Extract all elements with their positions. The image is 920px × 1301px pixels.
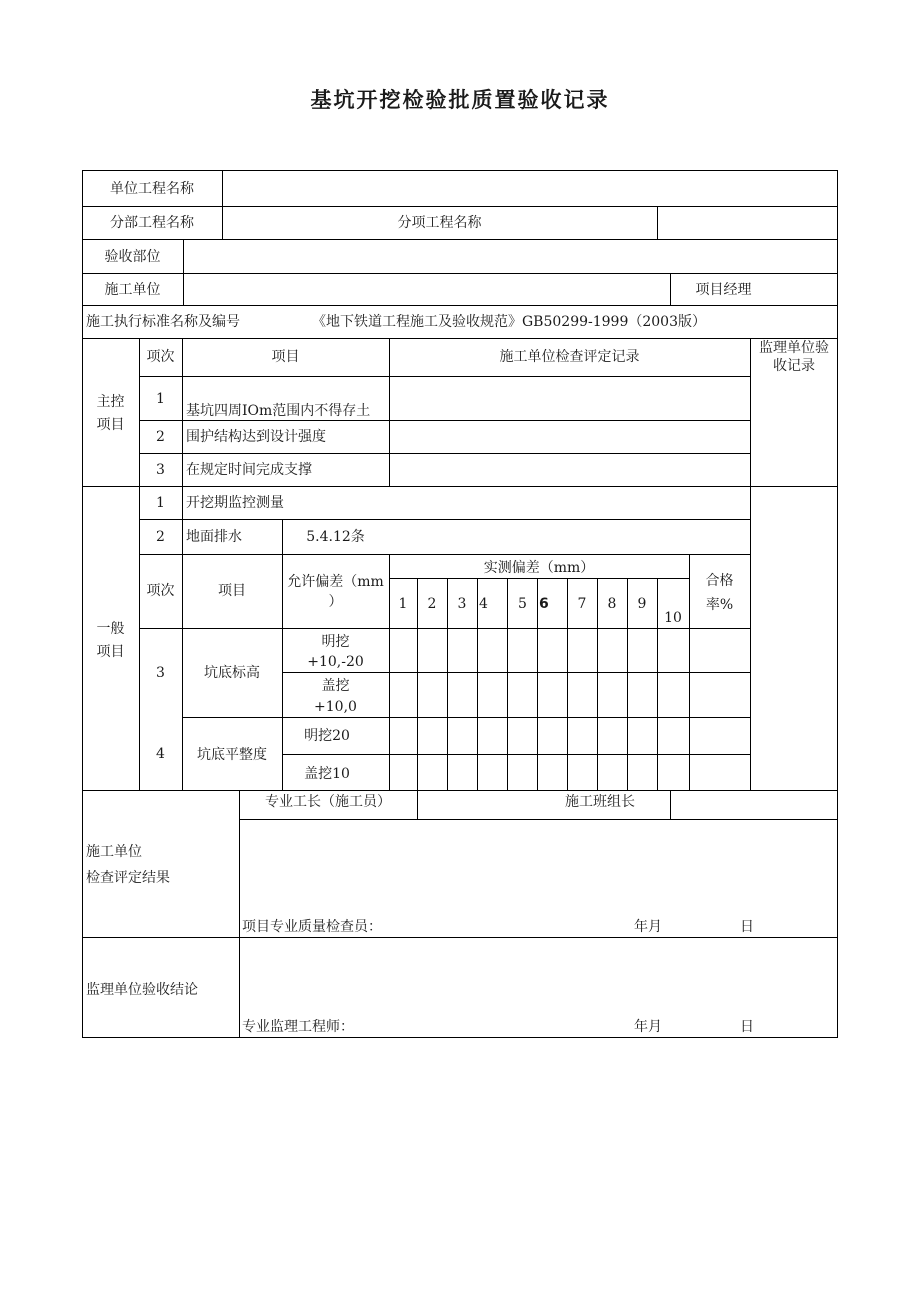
supervision-day: 日 bbox=[740, 1019, 754, 1035]
supervision-year-month: 年月 bbox=[634, 1019, 662, 1035]
foreman-label: 专业工长（施工员） bbox=[265, 794, 391, 810]
item-project-label: 分项工程名称 bbox=[397, 215, 482, 231]
main-item-text: 在规定时间完成支撑 bbox=[186, 462, 312, 478]
construction-result-label-line1: 施工单位 bbox=[86, 844, 142, 860]
standard-value: 《地下铁道工程施工及验收规范》GB50299-1999（2003版） bbox=[312, 314, 706, 330]
measured-row-value: +10,-20 bbox=[307, 654, 364, 670]
general-item-no: 1 bbox=[156, 495, 165, 511]
point-header: 4 bbox=[479, 596, 488, 612]
general-item-no: 2 bbox=[156, 529, 165, 545]
allowed-deviation-header-line1: 允许偏差（mm bbox=[287, 574, 384, 590]
main-control-label-line1: 主控 bbox=[96, 394, 125, 410]
standard-label: 施工执行标准名称及编号 bbox=[86, 314, 240, 330]
measured-item-no: 4 bbox=[156, 746, 165, 762]
measured-row-value: +10,0 bbox=[314, 699, 357, 715]
general-label-line2: 项目 bbox=[96, 644, 125, 660]
main-control-label-line2: 项目 bbox=[96, 417, 125, 433]
main-item-text: 基坑四周IOm范围内不得存土 bbox=[186, 403, 371, 419]
inspector-day: 日 bbox=[740, 919, 754, 935]
point-header: 5 bbox=[518, 596, 527, 612]
item-header: 项目 bbox=[271, 349, 300, 365]
point-header: 1 bbox=[398, 596, 408, 612]
team-leader-label: 施工班组长 bbox=[565, 794, 635, 810]
inspector-label: 项目专业质量检查员： bbox=[242, 919, 382, 935]
main-item-no: 2 bbox=[156, 429, 165, 445]
measured-row-label: 明挖 bbox=[321, 634, 350, 650]
unit-project-label: 单位工程名称 bbox=[110, 181, 194, 197]
supervising-engineer-label: 专业监理工程师： bbox=[242, 1019, 354, 1035]
point-header: 3 bbox=[457, 596, 467, 612]
point-header: 2 bbox=[427, 596, 437, 612]
main-item-text: 围护结构达到设计强度 bbox=[186, 429, 326, 445]
measured-row-label: 盖挖10 bbox=[304, 766, 350, 782]
sub-project-label: 分部工程名称 bbox=[110, 215, 194, 231]
measured-row-label: 明挖20 bbox=[304, 728, 350, 744]
pass-rate-header-line1: 合格 bbox=[705, 573, 734, 589]
acceptance-part-label: 验收部位 bbox=[104, 249, 161, 265]
inspector-year-month: 年月 bbox=[634, 919, 662, 935]
measured-item-name: 坑底标高 bbox=[204, 665, 260, 681]
measure-item-no-header: 项次 bbox=[146, 583, 175, 599]
construction-check-record-header: 施工单位检查评定记录 bbox=[499, 349, 640, 365]
point-header: 8 bbox=[607, 596, 617, 612]
construction-unit-label: 施工单位 bbox=[104, 282, 161, 298]
point-header: 6 bbox=[539, 596, 549, 612]
supervision-record-header-line2: 收记录 bbox=[773, 358, 815, 374]
measured-row-label: 盖挖 bbox=[321, 678, 350, 694]
general-item-text: 地面排水 bbox=[186, 529, 242, 545]
measured-deviation-header: 实测偏差（mm） bbox=[483, 560, 595, 576]
allowed-deviation-header-line2: ） bbox=[328, 594, 343, 610]
supervision-conclusion-label: 监理单位验收结论 bbox=[86, 982, 198, 998]
project-manager-label: 项目经理 bbox=[695, 282, 752, 298]
measure-item-header: 项目 bbox=[218, 583, 246, 599]
measured-item-name: 坑底平整度 bbox=[197, 747, 267, 763]
general-label-line1: 一般 bbox=[96, 621, 125, 637]
main-item-no: 1 bbox=[156, 391, 165, 407]
point-header: 9 bbox=[637, 596, 647, 612]
measured-item-no: 3 bbox=[156, 665, 165, 681]
pass-rate-header-line2: 率% bbox=[705, 597, 734, 613]
construction-result-label-line2: 检查评定结果 bbox=[86, 870, 170, 886]
main-item-no: 3 bbox=[156, 462, 165, 478]
drainage-clause: 5.4.12条 bbox=[306, 529, 365, 545]
point-header: 7 bbox=[577, 596, 587, 612]
general-item-text: 开挖期监控测量 bbox=[186, 495, 284, 511]
page-title: 基坑开挖检验批质置验收记录 bbox=[310, 87, 610, 112]
supervision-record-header-line1: 监理单位验 bbox=[759, 340, 829, 356]
point-header: 10 bbox=[664, 610, 682, 626]
item-no-header: 项次 bbox=[146, 349, 175, 365]
